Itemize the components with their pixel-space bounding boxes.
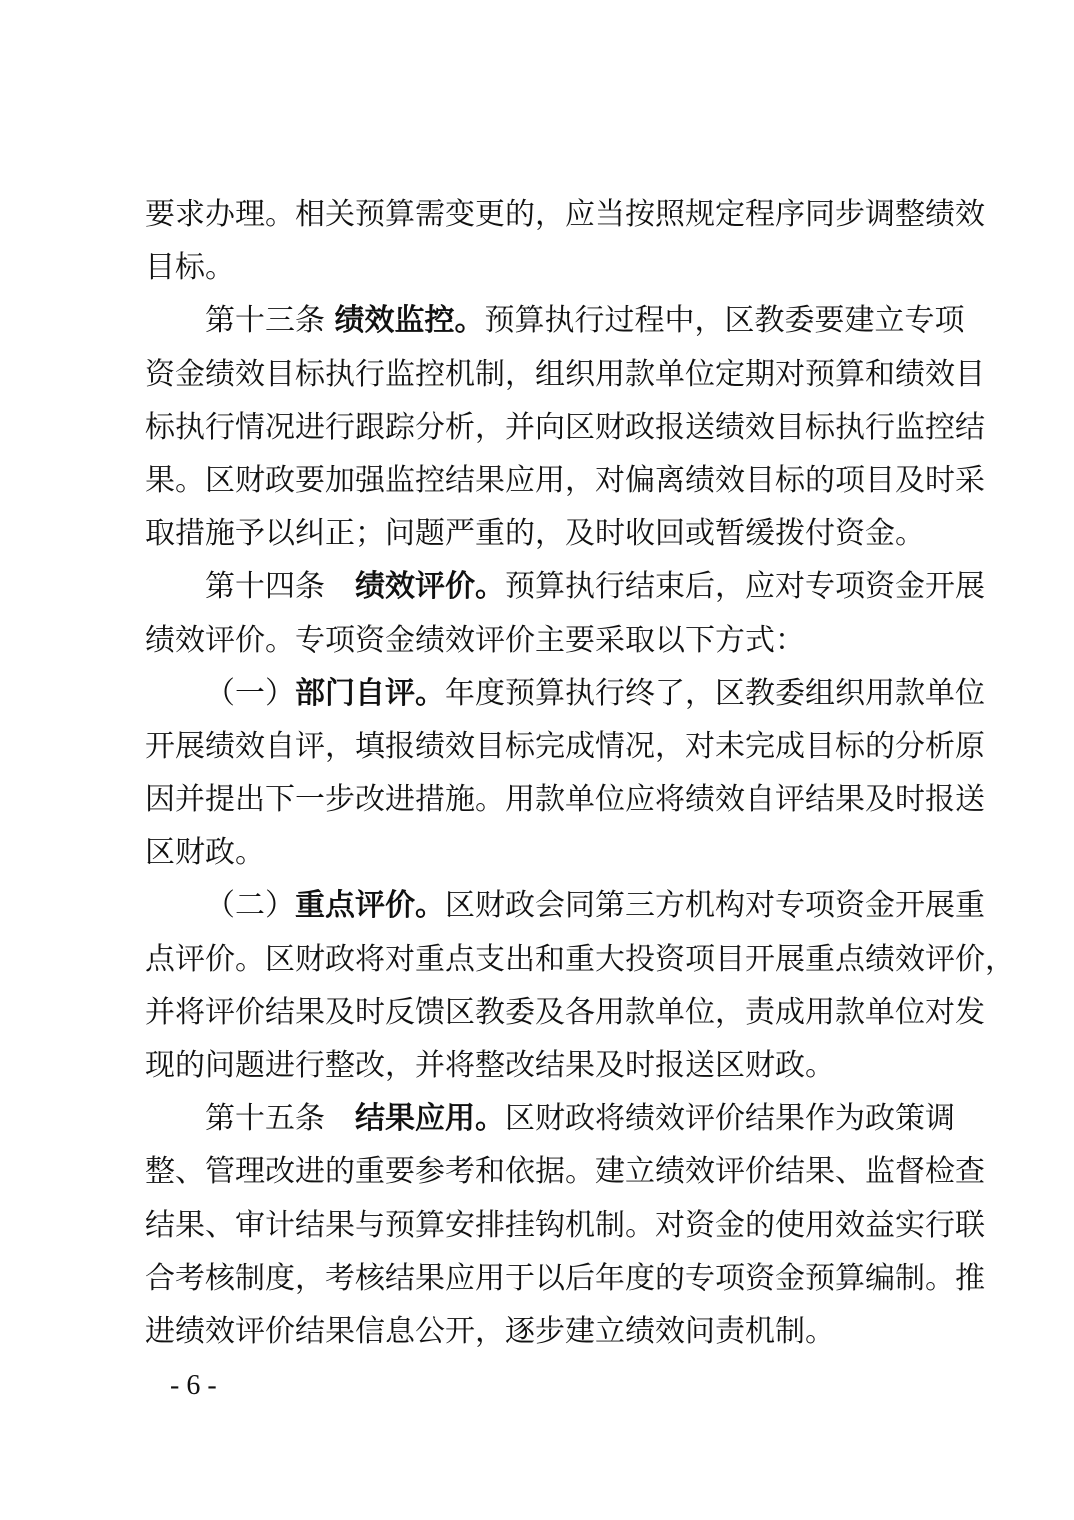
line-text: 绩效评价。专项资金绩效评价主要采取以下方式： (145, 622, 805, 658)
text-line (145, 614, 937, 667)
line-text: 年度预算执行终了，区教委组织用款单位 (445, 675, 985, 711)
line-text: 取措施予以纠正；问题严重的，及时收回或暂缓拨付资金。 (145, 516, 925, 552)
line-prefix: （一） (205, 675, 295, 711)
text-line (145, 879, 985, 932)
line-text: 区财政将绩效评价结果作为政策调 (505, 1101, 955, 1137)
line-heading: 结果应用。 (355, 1101, 505, 1137)
text-line (145, 1092, 955, 1145)
text-line (145, 560, 985, 613)
document-body (145, 188, 1015, 1358)
line-text: 结果、审计结果与预算安排挂钩机制。对资金的使用效益实行联 (145, 1207, 985, 1243)
text-line (145, 667, 985, 720)
line-text: 并将评价结果及时反馈区教委及各用款单位，责成用款单位对发 (145, 994, 985, 1030)
line-text: 进绩效评价结果信息公开，逐步建立绩效问责机制。 (145, 1313, 835, 1349)
text-line (145, 986, 985, 1039)
line-heading: 绩效评价。 (355, 569, 505, 605)
line-text: 预算执行过程中，区教委要建立专项 (484, 303, 965, 339)
line-prefix: （二） (205, 888, 295, 924)
line-text: 开展绩效自评，填报绩效目标完成情况，对未完成目标的分析原 (145, 728, 985, 764)
text-line (145, 933, 1015, 986)
line-text: 因并提出下一步改进措施。用款单位应将绩效自评结果及时报送 (145, 782, 985, 818)
text-line (145, 348, 985, 401)
line-heading: 绩效监控。 (334, 303, 485, 339)
line-text: 区财政会同第三方机构对专项资金开展重 (445, 888, 985, 924)
text-line (145, 454, 985, 507)
line-heading: 重点评价。 (295, 888, 445, 924)
text-line (145, 1145, 985, 1198)
line-text: 预算执行结束后，应对专项资金开展 (505, 569, 985, 605)
line-text: 合考核制度，考核结果应用于以后年度的专项资金预算编制。推 (145, 1260, 985, 1296)
text-line (145, 773, 985, 826)
line-prefix: 第十四条 (205, 569, 355, 605)
line-prefix: 第十五条 (205, 1101, 355, 1137)
line-text: 现的问题进行整改，并将整改结果及时报送区财政。 (145, 1048, 835, 1083)
line-text: 区财政。 (145, 835, 265, 871)
line-text: 整、管理改进的重要参考和依据。建立绩效评价结果、监督检查 (145, 1154, 985, 1190)
text-line (145, 1039, 937, 1092)
text-line (145, 826, 937, 879)
line-text: 标执行情况进行跟踪分析，并向区财政报送绩效目标执行监控结 (145, 409, 985, 445)
line-heading: 部门自评。 (295, 675, 445, 711)
text-line (145, 188, 985, 241)
line-text: 点评价。区财政将对重点支出和重大投资项目开展重点绩效评价， (145, 941, 1015, 977)
text-line (145, 1252, 985, 1305)
text-line (145, 720, 985, 773)
line-text: 要求办理。相关预算需变更的，应当按照规定程序同步调整绩效 (145, 197, 985, 232)
text-line (145, 294, 965, 347)
text-line (145, 401, 985, 454)
line-text: 果。区财政要加强监控结果应用，对偏离绩效目标的项目及时采 (145, 462, 985, 498)
text-line (145, 241, 937, 294)
page-number: - 6 - (170, 1370, 217, 1401)
text-line (145, 1199, 985, 1252)
text-line (145, 507, 937, 560)
text-line (145, 1305, 937, 1358)
line-text: 资金绩效目标执行监控机制，组织用款单位定期对预算和绩效目 (145, 356, 985, 392)
line-text: 目标。 (145, 250, 235, 286)
line-prefix: 第十三条 (205, 303, 335, 339)
